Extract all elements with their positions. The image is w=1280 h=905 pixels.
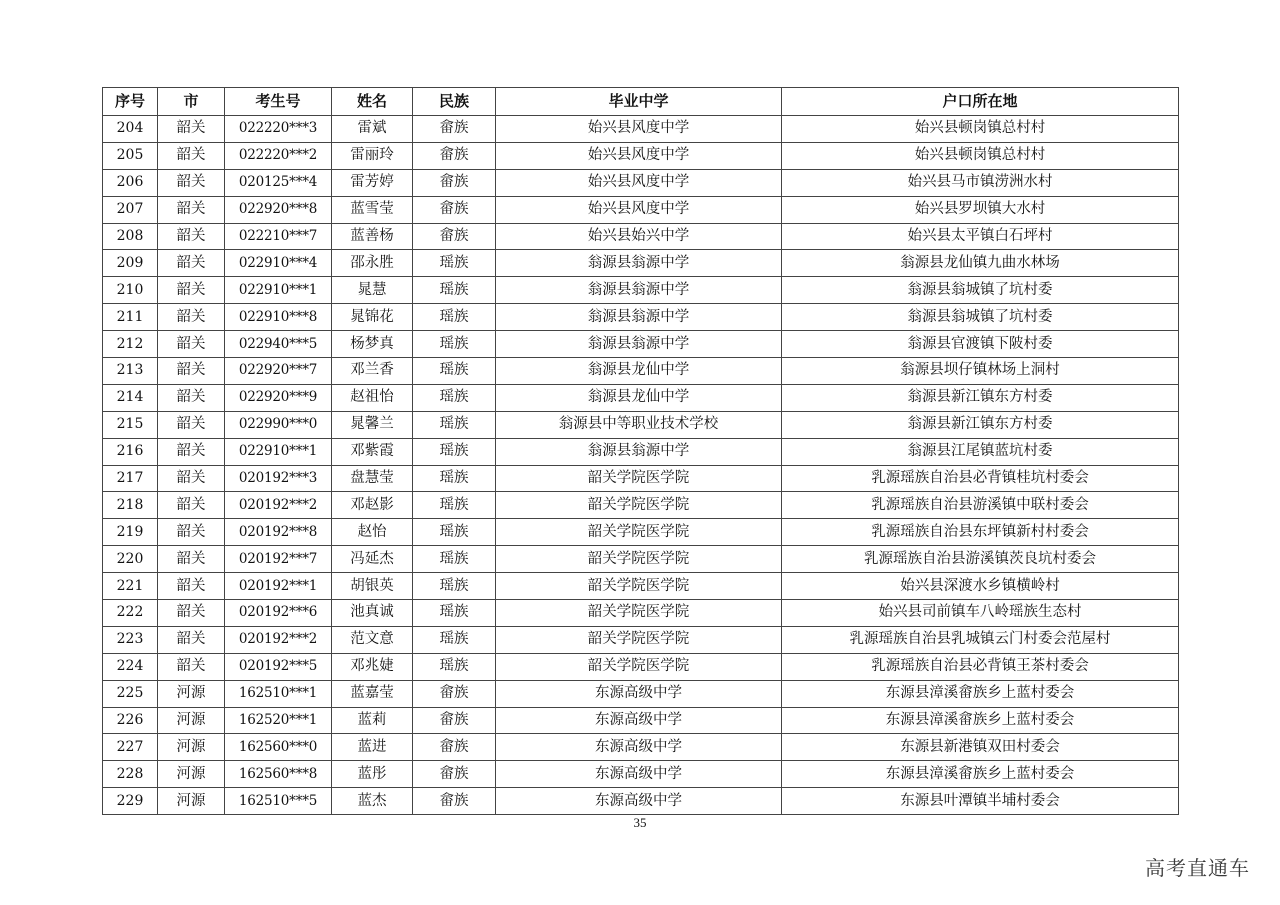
cell-ethnicity: 畲族	[413, 223, 496, 250]
cell-index: 216	[103, 438, 158, 465]
cell-city: 韶关	[158, 546, 225, 573]
cell-name: 雷斌	[332, 116, 413, 143]
cell-index: 226	[103, 707, 158, 734]
cell-exam-no: 022220***2	[225, 142, 332, 169]
cell-name: 雷芳婷	[332, 169, 413, 196]
cell-residence: 翁源县翁城镇了坑村委	[782, 277, 1179, 304]
cell-exam-no: 020125***4	[225, 169, 332, 196]
cell-school: 东源高级中学	[496, 707, 782, 734]
cell-school: 韶关学院医学院	[496, 465, 782, 492]
table-row	[103, 438, 1179, 465]
cell-name: 蓝莉	[332, 707, 413, 734]
cell-name: 邓兰香	[332, 358, 413, 385]
table-body	[103, 116, 1179, 815]
cell-name: 雷丽玲	[332, 142, 413, 169]
table-row	[103, 169, 1179, 196]
cell-name: 蓝嘉莹	[332, 680, 413, 707]
cell-ethnicity: 畲族	[413, 116, 496, 143]
table-row	[103, 788, 1179, 815]
header-residence: 户口所在地	[782, 88, 1179, 116]
cell-residence: 始兴县顿岗镇总村村	[782, 116, 1179, 143]
cell-ethnicity: 畲族	[413, 196, 496, 223]
cell-city: 韶关	[158, 465, 225, 492]
cell-residence: 乳源瑶族自治县游溪镇中联村委会	[782, 492, 1179, 519]
table-row	[103, 384, 1179, 411]
cell-exam-no: 022940***5	[225, 331, 332, 358]
cell-residence: 始兴县顿岗镇总村村	[782, 142, 1179, 169]
cell-ethnicity: 瑶族	[413, 384, 496, 411]
student-roster-table	[102, 87, 1179, 815]
cell-exam-no: 022220***3	[225, 116, 332, 143]
cell-city: 韶关	[158, 573, 225, 600]
page-number: 35	[633, 815, 647, 830]
cell-exam-no: 022210***7	[225, 223, 332, 250]
cell-school: 韶关学院医学院	[496, 653, 782, 680]
cell-ethnicity: 瑶族	[413, 492, 496, 519]
cell-ethnicity: 瑶族	[413, 438, 496, 465]
cell-index: 211	[103, 304, 158, 331]
cell-name: 蓝进	[332, 734, 413, 761]
cell-school: 始兴县风度中学	[496, 116, 782, 143]
table-row	[103, 411, 1179, 438]
cell-exam-no: 020192***6	[225, 600, 332, 627]
cell-name: 邓紫霞	[332, 438, 413, 465]
cell-ethnicity: 瑶族	[413, 411, 496, 438]
cell-residence: 乳源瑶族自治县东坪镇新村村委会	[782, 519, 1179, 546]
cell-index: 228	[103, 761, 158, 788]
cell-name: 胡银英	[332, 573, 413, 600]
cell-exam-no: 162560***8	[225, 761, 332, 788]
cell-exam-no: 020192***2	[225, 626, 332, 653]
cell-school: 翁源县龙仙中学	[496, 358, 782, 385]
cell-exam-no: 022920***7	[225, 358, 332, 385]
cell-city: 韶关	[158, 519, 225, 546]
cell-ethnicity: 瑶族	[413, 358, 496, 385]
cell-city: 河源	[158, 707, 225, 734]
watermark-logo-text: 高考直通车	[1145, 856, 1250, 880]
cell-exam-no: 162510***1	[225, 680, 332, 707]
header-school: 毕业中学	[496, 88, 782, 116]
cell-index: 217	[103, 465, 158, 492]
cell-index: 227	[103, 734, 158, 761]
cell-exam-no: 022910***4	[225, 250, 332, 277]
cell-exam-no: 022910***8	[225, 304, 332, 331]
cell-ethnicity: 瑶族	[413, 250, 496, 277]
cell-residence: 翁源县翁城镇了坑村委	[782, 304, 1179, 331]
cell-name: 蓝杰	[332, 788, 413, 815]
cell-school: 韶关学院医学院	[496, 600, 782, 627]
table-row	[103, 196, 1179, 223]
cell-school: 始兴县风度中学	[496, 196, 782, 223]
cell-city: 韶关	[158, 653, 225, 680]
cell-name: 邵永胜	[332, 250, 413, 277]
cell-ethnicity: 瑶族	[413, 600, 496, 627]
header-name: 姓名	[332, 88, 413, 116]
cell-school: 翁源县翁源中学	[496, 304, 782, 331]
cell-index: 212	[103, 331, 158, 358]
cell-ethnicity: 瑶族	[413, 653, 496, 680]
cell-index: 208	[103, 223, 158, 250]
cell-name: 蓝彤	[332, 761, 413, 788]
table-header-row	[103, 88, 1179, 116]
table-row	[103, 142, 1179, 169]
cell-name: 池真诚	[332, 600, 413, 627]
cell-school: 翁源县中等职业技术学校	[496, 411, 782, 438]
cell-index: 206	[103, 169, 158, 196]
cell-ethnicity: 瑶族	[413, 304, 496, 331]
cell-index: 223	[103, 626, 158, 653]
table-row	[103, 680, 1179, 707]
table-row	[103, 358, 1179, 385]
cell-city: 韶关	[158, 600, 225, 627]
cell-exam-no: 020192***7	[225, 546, 332, 573]
cell-ethnicity: 瑶族	[413, 626, 496, 653]
cell-ethnicity: 瑶族	[413, 465, 496, 492]
cell-school: 韶关学院医学院	[496, 519, 782, 546]
cell-school: 韶关学院医学院	[496, 546, 782, 573]
cell-name: 晁慧	[332, 277, 413, 304]
cell-index: 213	[103, 358, 158, 385]
cell-name: 赵祖怡	[332, 384, 413, 411]
cell-name: 盘慧莹	[332, 465, 413, 492]
cell-residence: 翁源县新江镇东方村委	[782, 384, 1179, 411]
cell-city: 韶关	[158, 277, 225, 304]
cell-city: 韶关	[158, 116, 225, 143]
cell-index: 222	[103, 600, 158, 627]
cell-exam-no: 162560***0	[225, 734, 332, 761]
cell-residence: 翁源县坝仔镇林场上洞村	[782, 358, 1179, 385]
table-row	[103, 626, 1179, 653]
cell-exam-no: 162510***5	[225, 788, 332, 815]
cell-exam-no: 020192***5	[225, 653, 332, 680]
table-row	[103, 573, 1179, 600]
cell-city: 韶关	[158, 331, 225, 358]
cell-school: 翁源县翁源中学	[496, 277, 782, 304]
cell-residence: 乳源瑶族自治县乳城镇云门村委会范屋村	[782, 626, 1179, 653]
cell-city: 韶关	[158, 411, 225, 438]
table-row	[103, 707, 1179, 734]
table-row	[103, 519, 1179, 546]
table-row	[103, 761, 1179, 788]
cell-exam-no: 020192***1	[225, 573, 332, 600]
cell-school: 东源高级中学	[496, 761, 782, 788]
table-row	[103, 600, 1179, 627]
cell-city: 韶关	[158, 250, 225, 277]
cell-index: 218	[103, 492, 158, 519]
header-index: 序号	[103, 88, 158, 116]
cell-exam-no: 022990***0	[225, 411, 332, 438]
cell-residence: 始兴县太平镇白石坪村	[782, 223, 1179, 250]
cell-school: 始兴县风度中学	[496, 142, 782, 169]
cell-name: 杨梦真	[332, 331, 413, 358]
cell-residence: 翁源县官渡镇下陂村委	[782, 331, 1179, 358]
cell-city: 韶关	[158, 438, 225, 465]
cell-name: 赵怡	[332, 519, 413, 546]
cell-ethnicity: 瑶族	[413, 331, 496, 358]
cell-school: 翁源县翁源中学	[496, 250, 782, 277]
cell-city: 河源	[158, 734, 225, 761]
table-row	[103, 492, 1179, 519]
cell-residence: 东源县新港镇双田村委会	[782, 734, 1179, 761]
cell-index: 205	[103, 142, 158, 169]
cell-city: 韶关	[158, 304, 225, 331]
table-row	[103, 223, 1179, 250]
cell-name: 蓝善杨	[332, 223, 413, 250]
cell-residence: 东源县漳溪畲族乡上蓝村委会	[782, 680, 1179, 707]
cell-school: 翁源县翁源中学	[496, 331, 782, 358]
table-row	[103, 116, 1179, 143]
cell-city: 韶关	[158, 169, 225, 196]
cell-index: 221	[103, 573, 158, 600]
cell-index: 219	[103, 519, 158, 546]
cell-index: 207	[103, 196, 158, 223]
header-ethnicity: 民族	[413, 88, 496, 116]
cell-residence: 乳源瑶族自治县游溪镇茨良坑村委会	[782, 546, 1179, 573]
cell-name: 冯延杰	[332, 546, 413, 573]
cell-ethnicity: 畲族	[413, 707, 496, 734]
cell-name: 晁馨兰	[332, 411, 413, 438]
cell-school: 东源高级中学	[496, 680, 782, 707]
cell-index: 229	[103, 788, 158, 815]
cell-name: 蓝雪莹	[332, 196, 413, 223]
cell-index: 220	[103, 546, 158, 573]
cell-ethnicity: 畲族	[413, 142, 496, 169]
cell-index: 210	[103, 277, 158, 304]
cell-city: 河源	[158, 761, 225, 788]
cell-residence: 始兴县马市镇涝洲水村	[782, 169, 1179, 196]
cell-residence: 翁源县龙仙镇九曲水林场	[782, 250, 1179, 277]
cell-exam-no: 022920***9	[225, 384, 332, 411]
cell-name: 邓赵影	[332, 492, 413, 519]
cell-city: 河源	[158, 788, 225, 815]
cell-residence: 东源县漳溪畲族乡上蓝村委会	[782, 707, 1179, 734]
table-row	[103, 250, 1179, 277]
cell-residence: 始兴县罗坝镇大水村	[782, 196, 1179, 223]
cell-exam-no: 020192***3	[225, 465, 332, 492]
cell-exam-no: 020192***2	[225, 492, 332, 519]
cell-residence: 乳源瑶族自治县必背镇王茶村委会	[782, 653, 1179, 680]
cell-residence: 东源县漳溪畲族乡上蓝村委会	[782, 761, 1179, 788]
cell-school: 东源高级中学	[496, 788, 782, 815]
header-city: 市	[158, 88, 225, 116]
cell-ethnicity: 瑶族	[413, 519, 496, 546]
cell-ethnicity: 畲族	[413, 761, 496, 788]
header-exam-no: 考生号	[225, 88, 332, 116]
table-row	[103, 653, 1179, 680]
cell-exam-no: 022920***8	[225, 196, 332, 223]
cell-index: 225	[103, 680, 158, 707]
cell-city: 韶关	[158, 358, 225, 385]
table-row	[103, 734, 1179, 761]
cell-residence: 始兴县司前镇车八岭瑶族生态村	[782, 600, 1179, 627]
table-row	[103, 546, 1179, 573]
table-row	[103, 465, 1179, 492]
cell-school: 韶关学院医学院	[496, 573, 782, 600]
cell-ethnicity: 畲族	[413, 788, 496, 815]
cell-school: 翁源县翁源中学	[496, 438, 782, 465]
cell-name: 邓兆婕	[332, 653, 413, 680]
cell-school: 始兴县始兴中学	[496, 223, 782, 250]
cell-residence: 翁源县江尾镇蓝坑村委	[782, 438, 1179, 465]
cell-exam-no: 162520***1	[225, 707, 332, 734]
cell-ethnicity: 畲族	[413, 169, 496, 196]
cell-ethnicity: 瑶族	[413, 277, 496, 304]
cell-school: 韶关学院医学院	[496, 626, 782, 653]
cell-index: 215	[103, 411, 158, 438]
cell-index: 204	[103, 116, 158, 143]
cell-school: 东源高级中学	[496, 734, 782, 761]
cell-school: 翁源县龙仙中学	[496, 384, 782, 411]
cell-school: 始兴县风度中学	[496, 169, 782, 196]
cell-exam-no: 020192***8	[225, 519, 332, 546]
cell-index: 214	[103, 384, 158, 411]
cell-city: 韶关	[158, 492, 225, 519]
cell-city: 韶关	[158, 626, 225, 653]
table-row	[103, 277, 1179, 304]
table-row	[103, 331, 1179, 358]
cell-residence: 翁源县新江镇东方村委	[782, 411, 1179, 438]
cell-index: 209	[103, 250, 158, 277]
cell-city: 韶关	[158, 196, 225, 223]
cell-exam-no: 022910***1	[225, 277, 332, 304]
cell-residence: 始兴县深渡水乡镇横岭村	[782, 573, 1179, 600]
cell-exam-no: 022910***1	[225, 438, 332, 465]
cell-city: 河源	[158, 680, 225, 707]
cell-index: 224	[103, 653, 158, 680]
cell-school: 韶关学院医学院	[496, 492, 782, 519]
cell-ethnicity: 畲族	[413, 734, 496, 761]
cell-city: 韶关	[158, 142, 225, 169]
cell-residence: 东源县叶潭镇半埔村委会	[782, 788, 1179, 815]
cell-ethnicity: 瑶族	[413, 546, 496, 573]
cell-name: 范文意	[332, 626, 413, 653]
table-row	[103, 304, 1179, 331]
cell-ethnicity: 畲族	[413, 680, 496, 707]
cell-residence: 乳源瑶族自治县必背镇桂坑村委会	[782, 465, 1179, 492]
cell-city: 韶关	[158, 223, 225, 250]
cell-name: 晁锦花	[332, 304, 413, 331]
cell-ethnicity: 瑶族	[413, 573, 496, 600]
cell-city: 韶关	[158, 384, 225, 411]
